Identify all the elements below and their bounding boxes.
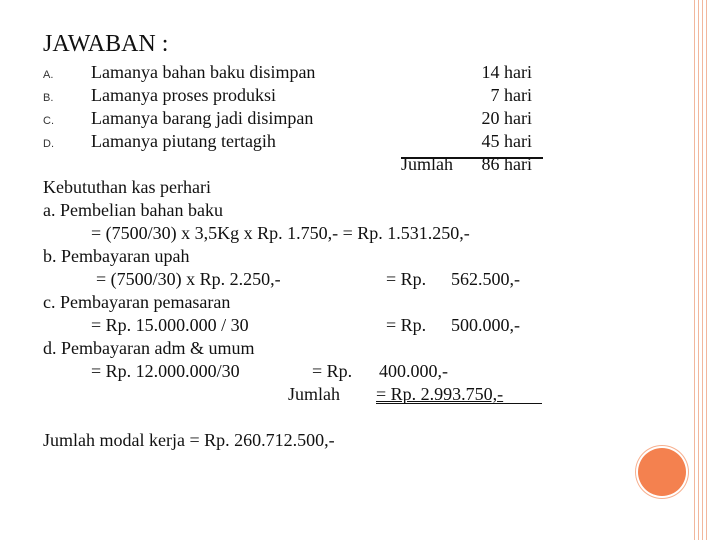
list-item-label: Lamanya bahan baku disimpan xyxy=(91,62,316,82)
item-calculation: = (7500/30) x 3,5Kg x Rp. 1.750,- = Rp. 1.531.250,- xyxy=(91,223,470,243)
total-underline xyxy=(376,403,542,404)
item-calculation: = (7500/30) x Rp. 2.250,- xyxy=(96,269,281,289)
item-label: c. Pembayaran pemasaran xyxy=(43,292,231,312)
list-marker: A. xyxy=(43,69,54,81)
section-heading: Kebututhan kas perhari xyxy=(43,177,211,197)
total-value: = Rp. 2.993.750,- xyxy=(376,384,504,404)
item-equals: = Rp. xyxy=(386,269,427,289)
working-capital-total: Jumlah modal kerja = Rp. 260.712.500,- xyxy=(43,430,335,450)
item-calculation: = Rp. 12.000.000/30 xyxy=(91,361,240,381)
decorative-line xyxy=(706,0,707,540)
decorative-line xyxy=(702,0,703,540)
item-amount: 562.500,- xyxy=(451,269,520,289)
decorative-circle xyxy=(638,448,686,496)
list-item-value: 14 hari xyxy=(481,62,532,82)
item-equals: = Rp. xyxy=(386,315,427,335)
period-total-label: Jumlah xyxy=(401,154,453,174)
list-item-value: 45 hari xyxy=(481,131,532,151)
total-label: Jumlah xyxy=(288,384,340,404)
item-amount: 500.000,- xyxy=(451,315,520,335)
total-rule xyxy=(401,157,543,159)
list-item-value: 20 hari xyxy=(481,108,532,128)
item-label: b. Pembayaran upah xyxy=(43,246,190,266)
item-label: a. Pembelian bahan baku xyxy=(43,200,223,220)
list-item-label: Lamanya proses produksi xyxy=(91,85,276,105)
list-item-label: Lamanya barang jadi disimpan xyxy=(91,108,314,128)
list-marker: C. xyxy=(43,115,54,127)
item-calculation: = Rp. 15.000.000 / 30 xyxy=(91,315,249,335)
list-item-label: Lamanya piutang tertagih xyxy=(91,131,276,151)
period-total-value: 86 hari xyxy=(481,154,532,174)
list-marker: D. xyxy=(43,138,54,150)
decorative-line xyxy=(698,0,699,540)
item-equals: = Rp. xyxy=(312,361,353,381)
decorative-line xyxy=(694,0,695,540)
page-title: JAWABAN : xyxy=(43,31,169,57)
list-item-value: 7 hari xyxy=(490,85,532,105)
item-label: d. Pembayaran adm & umum xyxy=(43,338,255,358)
list-marker: B. xyxy=(43,92,54,104)
item-amount: 400.000,- xyxy=(379,361,448,381)
